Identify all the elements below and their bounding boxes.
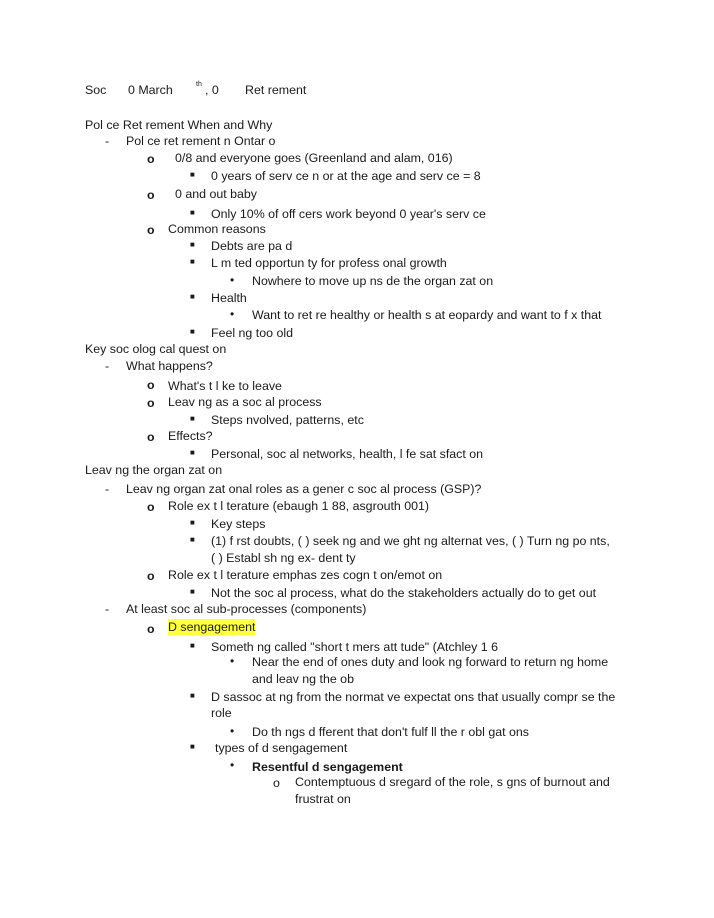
outline-item: Near the end of ones duty and look ng forward to return ng home: [252, 655, 609, 669]
o-bullet: o: [147, 622, 155, 636]
outline-item: Nowhere to move up ns de the organ zat on: [252, 274, 494, 288]
outline-item: Role ex t l terature emphas zes cogn t on/emot on: [168, 568, 443, 582]
outline-item: Do th ngs d fferent that don't fulf ll the r obl gat ons: [252, 725, 529, 739]
outline-item: 0 years of serv ce n or at the age and serv ce = 8: [211, 169, 481, 183]
dash-bullet: -: [105, 482, 110, 496]
outline-item-bold: Resentful d sengagement: [252, 760, 403, 774]
o-bullet-small: o: [273, 776, 280, 790]
outline-item: Pol ce ret rement n Ontar o: [126, 134, 276, 148]
outline-item: Contemptuous d sregard of the role, s gns of burnout and: [295, 775, 610, 789]
dash-bullet: -: [105, 134, 110, 148]
square-bullet: ■: [190, 414, 195, 423]
round-bullet: •: [230, 307, 235, 321]
o-bullet: o: [147, 569, 155, 583]
outline-item: What happens?: [126, 359, 213, 373]
heading-key-question: Key soc olog cal quest on: [85, 342, 227, 356]
o-bullet: o: [147, 188, 155, 202]
outline-item: types of d sengagement: [215, 741, 348, 755]
outline-item: Someth ng called "short t mers att tude" (Atchley 1 6: [211, 640, 499, 654]
square-bullet: ■: [190, 208, 195, 217]
outline-item: Effects?: [168, 429, 213, 443]
dash-bullet: -: [105, 602, 110, 616]
round-bullet: •: [230, 654, 235, 668]
outline-item: Leav ng organ zat onal roles as a gener c soc al process (GSP)?: [126, 482, 482, 496]
o-bullet: o: [147, 500, 155, 514]
square-bullet: ■: [190, 240, 195, 249]
outline-item: 0 and out baby: [175, 187, 257, 201]
o-bullet: o: [147, 396, 155, 410]
heading-leaving-organization: Leav ng the organ zat on: [85, 463, 223, 477]
round-bullet: •: [230, 758, 235, 772]
outline-item: Want to ret re healthy or health s at eopardy and want to f x that: [252, 308, 602, 322]
outline-item: Leav ng as a soc al process: [168, 395, 322, 409]
outline-item: Not the soc al process, what do the stakeholders actually do to get out: [211, 586, 597, 600]
outline-item-continued: and leav ng the ob: [252, 672, 354, 686]
o-bullet: o: [147, 223, 155, 237]
outline-item: Debts are pa d: [211, 239, 293, 253]
outline-item: Role ex t l terature (ebaugh 1 88, asgrouth 001): [168, 499, 430, 513]
outline-item-continued: frustrat on: [295, 792, 351, 806]
doc-header-date-sup: th: [196, 81, 202, 88]
square-bullet: ■: [190, 170, 195, 179]
outline-item: Common reasons: [168, 222, 266, 236]
outline-item: (1) f rst doubts, ( ) seek ng and we ght ng alternat ves, ( ) Turn ng po nts,: [211, 534, 610, 548]
square-bullet: ■: [190, 518, 195, 527]
square-bullet: ■: [190, 327, 195, 336]
outline-item: L m ted opportun ty for profess onal growth: [211, 256, 447, 270]
outline-item: What's t l ke to leave: [168, 379, 282, 393]
outline-item: Key steps: [211, 517, 266, 531]
outline-item: Personal, soc al networks, health, l fe sat sfact on: [211, 447, 484, 461]
doc-header-topic: Ret rement: [245, 83, 307, 97]
outline-item: Only 10% of off cers work beyond 0 year's serv ce: [211, 207, 486, 221]
doc-header-date: 0 March: [128, 83, 173, 97]
outline-item: D sassoc at ng from the normat ve expectat ons that usually compr se the: [211, 690, 616, 704]
outline-item-continued: ( ) Establ sh ng ex- dent ty: [211, 551, 356, 565]
o-bullet: o: [147, 378, 155, 392]
heading-police-retirement: Pol ce Ret rement When and Why: [85, 118, 273, 132]
doc-header-year: , 0: [205, 83, 219, 97]
square-bullet: ■: [190, 691, 195, 700]
square-bullet: ■: [190, 535, 195, 544]
outline-item: Health: [211, 291, 247, 305]
outline-item-continued: role: [211, 706, 232, 720]
square-bullet: ■: [190, 742, 195, 751]
outline-item: Feel ng too old: [211, 326, 293, 340]
doc-header-course: Soc: [85, 83, 107, 97]
round-bullet: •: [230, 273, 235, 287]
round-bullet: •: [230, 724, 235, 738]
square-bullet: ■: [190, 292, 195, 301]
square-bullet: ■: [190, 587, 195, 596]
outline-item: 0/8 and everyone goes (Greenland and alam, 016): [175, 151, 453, 165]
highlighted-term-disengagement: D sengagement: [168, 620, 256, 634]
square-bullet: ■: [190, 641, 195, 650]
square-bullet: ■: [190, 448, 195, 457]
dash-bullet: -: [105, 359, 110, 373]
outline-item: At least soc al sub-processes (components): [126, 602, 367, 616]
o-bullet: o: [147, 152, 155, 166]
o-bullet: o: [147, 430, 155, 444]
outline-item: Steps nvolved, patterns, etc: [211, 413, 364, 427]
square-bullet: ■: [190, 257, 195, 266]
